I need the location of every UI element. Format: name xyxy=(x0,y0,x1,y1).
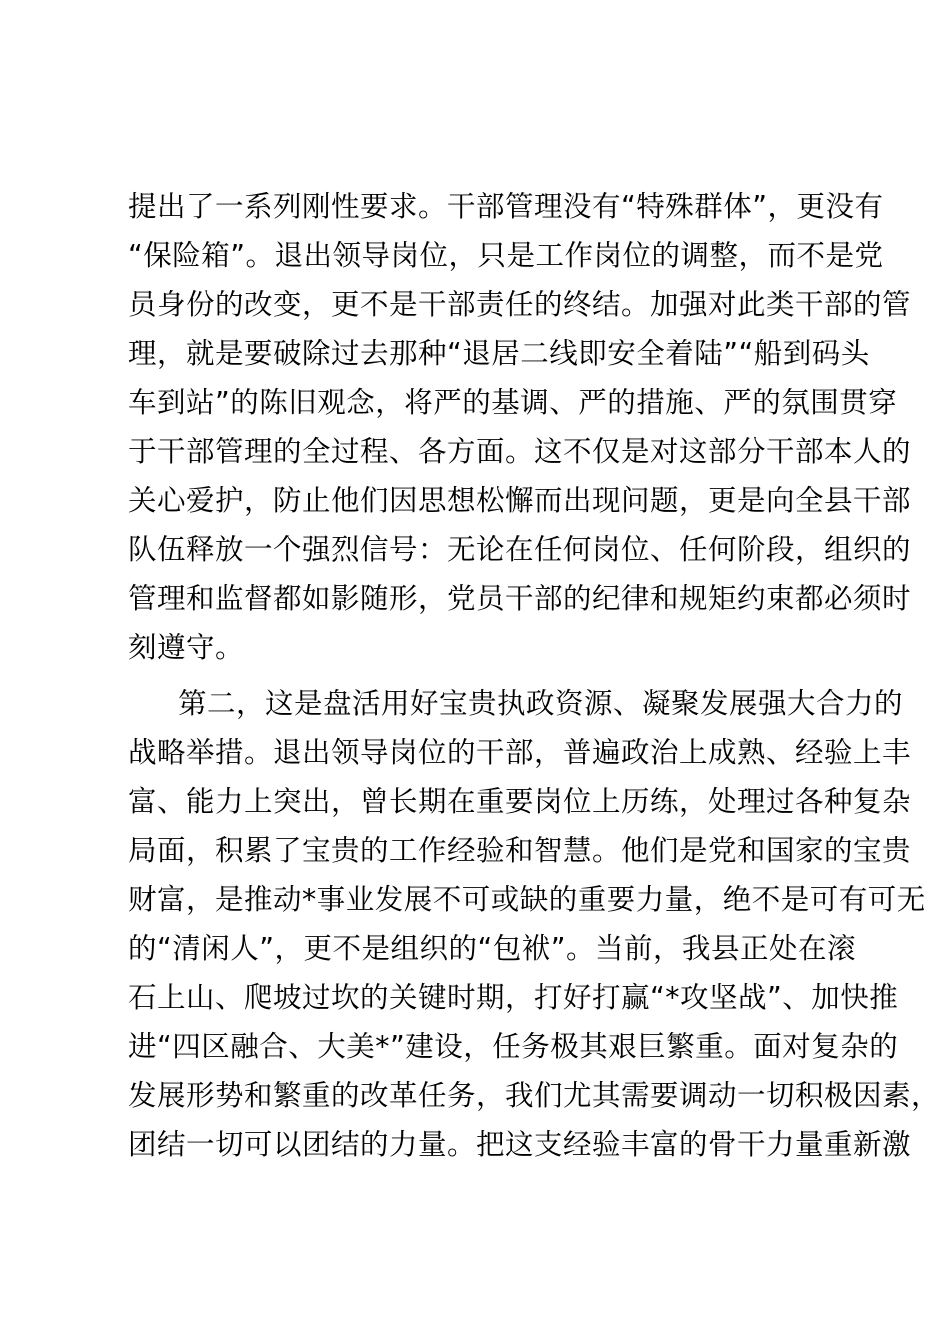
text-line: 战略举措。退出领导岗位的干部，普遍政治上成熟、经验上丰 xyxy=(128,736,912,769)
text-line: 石上山、爬坡过坎的关键时期，打好打赢“*攻坚战”、加快推 xyxy=(128,981,899,1014)
text-line: 于干部管理的全过程、各方面。这不仅是对这部分干部本人的 xyxy=(128,435,912,468)
text-line: 关心爱护，防止他们因思想松懈而出现问题，更是向全县干部 xyxy=(128,484,912,517)
text-line: 局面，积累了宝贵的工作经验和智慧。他们是党和国家的宝贵 xyxy=(128,834,912,867)
text-line: 员身份的改变，更不是干部责任的终结。加强对此类干部的管 xyxy=(128,288,912,321)
paragraph-second xyxy=(128,679,941,1169)
text-line: 管理和监督都如影随形，党员干部的纪律和规矩约束都必须时 xyxy=(128,582,912,615)
text-line: 的“清闲人”，更不是组织的“包袱”。当前，我县正处在滚 xyxy=(128,932,857,965)
text-line: “保险箱”。退出领导岗位，只是工作岗位的调整，而不是党 xyxy=(128,239,884,272)
text-line-first: 第二，这是盘活用好宝贵执政资源、凝聚发展强大合力的 xyxy=(178,687,904,720)
text-line: 理，就是要破除过去那种“退居二线即安全着陆”“船到码头 xyxy=(128,337,870,370)
text-line: 车到站”的陈旧观念，将严的基调、严的措施、严的氛围贯穿 xyxy=(128,386,898,419)
text-line: 队伍释放一个强烈信号：无论在任何岗位、任何阶段，组织的 xyxy=(128,533,912,566)
text-line: 富、能力上突出，曾长期在重要岗位上历练，处理过各种复杂 xyxy=(128,785,912,818)
text-line: 发展形势和繁重的改革任务，我们尤其需要调动一切积极因素， xyxy=(128,1079,941,1112)
text-line: 团结一切可以团结的力量。把这支经验丰富的骨干力量重新激 xyxy=(128,1128,912,1161)
text-line: 进“四区融合、大美*”建设，任务极其艰巨繁重。面对复杂的 xyxy=(128,1030,899,1063)
paragraph-continued xyxy=(128,182,912,672)
text-line: 财富，是推动*事业发展不可或缺的重要力量，绝不是可有可无 xyxy=(128,883,926,916)
text-line: 提出了一系列刚性要求。干部管理没有“特殊群体”，更没有 xyxy=(128,190,884,223)
text-line: 刻遵守。 xyxy=(128,631,245,664)
